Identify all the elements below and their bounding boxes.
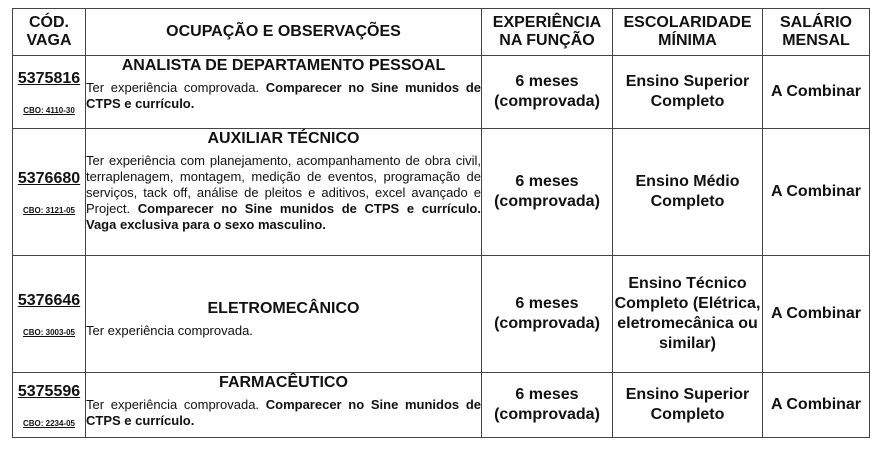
- education-cell: Ensino Superior Completo: [613, 56, 763, 129]
- code-cell: [13, 373, 86, 438]
- education-cell: Ensino Superior Completo: [613, 373, 763, 438]
- experience-cell: 6 meses (comprovada): [482, 56, 613, 129]
- code-cell: [13, 129, 86, 256]
- occupation-title: ELETROMECÂNICO: [207, 300, 360, 317]
- description-text: Ter experiência comprovada.: [86, 80, 260, 95]
- cbo-code: CBO: 3003-05: [22, 327, 76, 337]
- job-code: 5376646: [17, 291, 81, 309]
- header-code: CÓD. VAGA: [13, 9, 86, 56]
- job-code: 5375816: [17, 69, 81, 87]
- salary-cell: A Combinar: [763, 256, 870, 373]
- experience-cell: 6 meses (comprovada): [482, 129, 613, 256]
- education-cell: Ensino Técnico Completo (Elétrica, eletromecânica ou similar): [613, 256, 763, 373]
- occupation-description: [86, 80, 481, 112]
- cbo-code: CBO: 4110-30: [23, 105, 75, 115]
- header-experience: EXPERIÊNCIA NA FUNÇÃO: [482, 9, 613, 56]
- description-bold-text: Comparecer no Sine munidos de CTPS e currículo.: [86, 80, 481, 111]
- cbo-code: CBO: 3121-05: [22, 205, 76, 215]
- occupation-title: FARMACÊUTICO: [219, 374, 348, 391]
- occupation-description: [86, 397, 481, 429]
- occupation-title: AUXILIAR TÉCNICO: [207, 130, 360, 147]
- header-education: ESCOLARIDADE MÍNIMA: [613, 9, 763, 56]
- table-row: [13, 56, 870, 129]
- occupation-cell: [86, 56, 482, 129]
- salary-cell: A Combinar: [763, 56, 870, 129]
- salary-cell: A Combinar: [763, 129, 870, 256]
- code-cell: [13, 256, 86, 373]
- table-row: [13, 373, 870, 438]
- job-code: 5375596: [17, 382, 81, 400]
- occupation-cell: [86, 373, 482, 438]
- salary-cell: A Combinar: [763, 373, 870, 438]
- experience-cell: 6 meses (comprovada): [482, 256, 613, 373]
- job-code: 5376680: [17, 169, 81, 187]
- occupation-cell: [86, 129, 482, 256]
- header-salary: SALÁRIO MENSAL: [763, 9, 870, 56]
- header-occupation: OCUPAÇÃO E OBSERVAÇÕES: [86, 9, 482, 56]
- description-bold-text: Comparecer no Sine munidos de CTPS e currículo.: [86, 397, 481, 428]
- description-text: Ter experiência comprovada.: [86, 323, 253, 338]
- occupation-cell: [86, 256, 482, 373]
- code-cell: [13, 56, 86, 129]
- job-listings-table: [12, 8, 870, 438]
- education-cell: Ensino Médio Completo: [613, 129, 763, 256]
- table-row: [13, 129, 870, 256]
- description-text: Ter experiência com planejamento, acompanhamento de obra civil, terraplenagem, montagem, medição de eventos, programação de serviços, tack off, análise de pleitos e aditivos, excel avançado e Project.: [86, 153, 481, 216]
- description-bold-text: Comparecer no Sine munidos de CTPS e currículo. Vaga exclusiva para o sexo masculino.: [86, 201, 481, 232]
- experience-cell: 6 meses (comprovada): [482, 373, 613, 438]
- occupation-description: [86, 323, 481, 339]
- cbo-code: CBO: 2234-05: [22, 418, 76, 428]
- table-row: [13, 256, 870, 373]
- description-text: Ter experiência comprovada.: [86, 397, 260, 412]
- occupation-description: [86, 153, 481, 233]
- occupation-title: ANALISTA DE DEPARTAMENTO PESSOAL: [121, 57, 446, 74]
- table-header-row: [13, 9, 870, 56]
